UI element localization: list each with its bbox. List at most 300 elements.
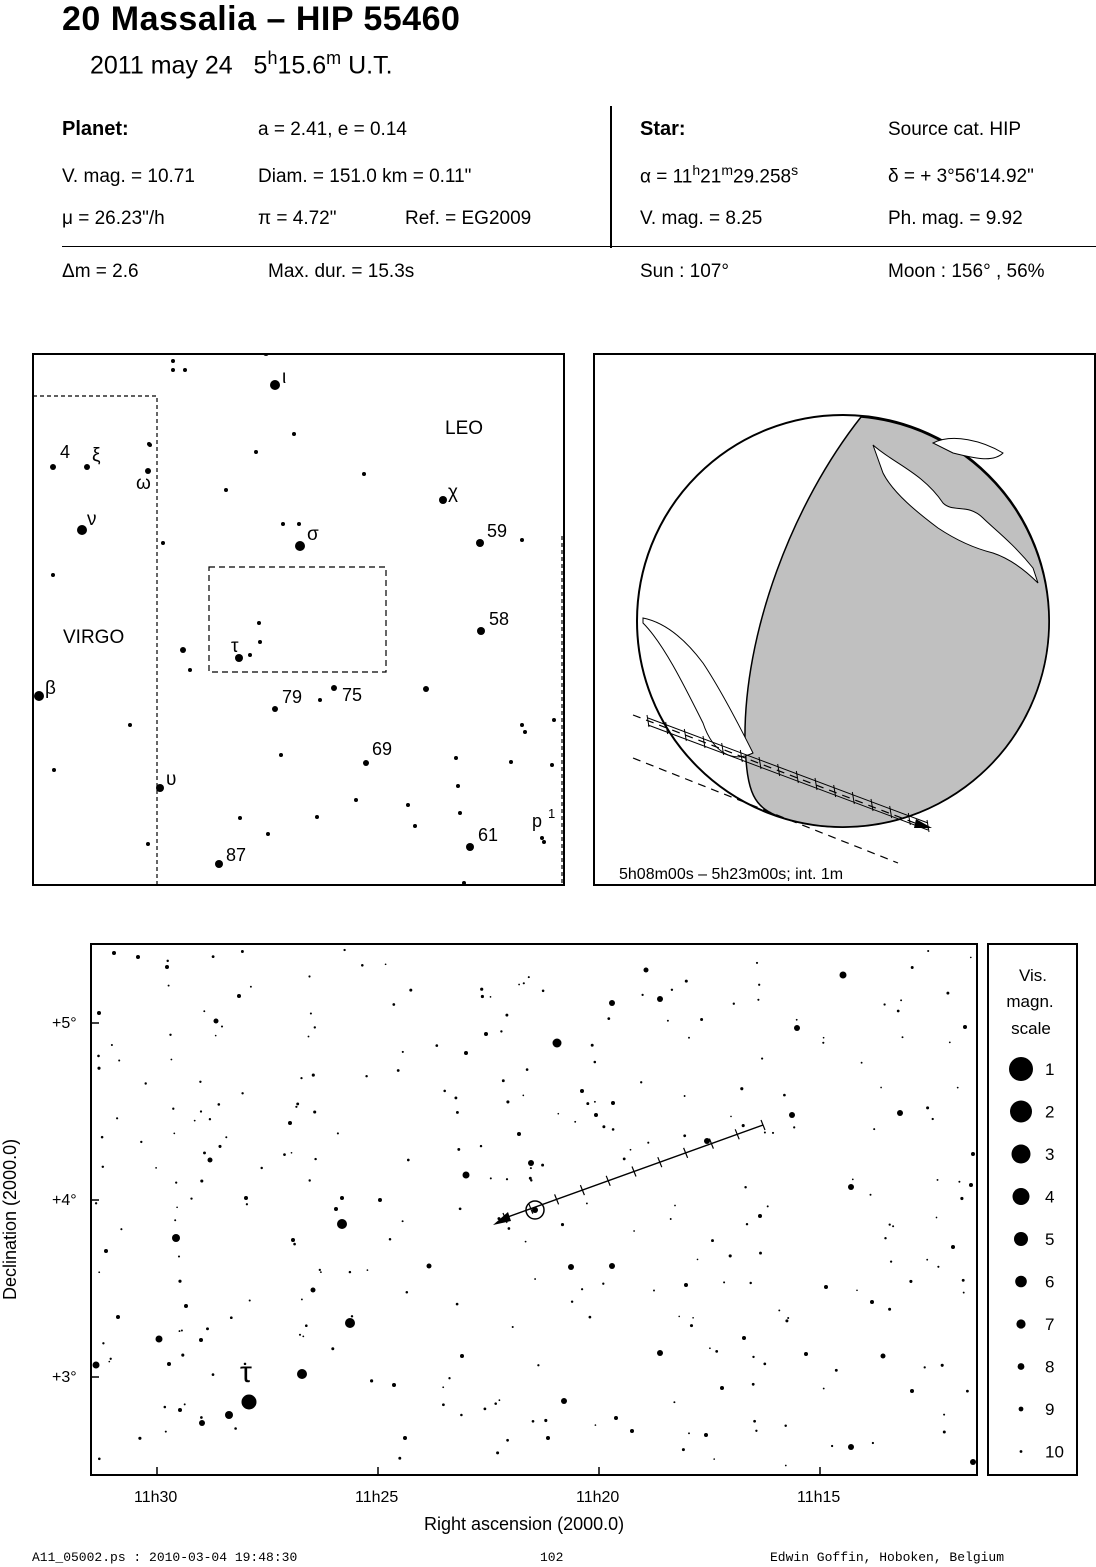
faint-star <box>623 1157 626 1160</box>
field-star <box>460 1354 464 1358</box>
faint-star <box>181 1329 183 1331</box>
footer-page: 102 <box>540 1550 564 1565</box>
field-star <box>528 1160 534 1166</box>
field-star <box>611 1101 615 1105</box>
faint-star <box>490 1177 492 1179</box>
faint-star <box>337 1132 339 1134</box>
finder-star <box>156 784 164 792</box>
faint-star <box>729 1254 732 1257</box>
faint-star <box>442 1386 444 1388</box>
finder-star <box>295 541 305 551</box>
field-star <box>225 1411 233 1419</box>
faint-star <box>873 1128 875 1130</box>
faint-star <box>884 1237 886 1239</box>
ra-hours: α = 11 <box>640 166 693 188</box>
faint-star <box>314 1158 316 1160</box>
faint-star <box>589 1316 592 1319</box>
field-star <box>403 1436 407 1440</box>
faint-star <box>674 1205 676 1207</box>
scale-label-6: 6 <box>1045 1272 1055 1292</box>
finder-star <box>315 815 319 819</box>
finder-star <box>266 832 270 836</box>
faint-star <box>902 1036 904 1038</box>
field-star <box>244 1196 248 1200</box>
field-star <box>392 1383 396 1387</box>
faint-star <box>756 962 758 964</box>
faint-star <box>607 1017 610 1020</box>
ra-h-unit: h <box>692 162 701 178</box>
faint-star <box>110 1358 112 1360</box>
finder-star <box>51 573 55 577</box>
finder-star <box>363 760 369 766</box>
finder-star <box>238 816 242 820</box>
event-datetime <box>90 48 393 80</box>
faint-star <box>102 1166 104 1168</box>
faint-star <box>174 1219 176 1221</box>
faint-star <box>823 1037 825 1039</box>
field-star <box>897 1110 903 1116</box>
field-star <box>657 996 663 1002</box>
ra-seconds: 29.258 <box>732 166 792 188</box>
faint-star <box>206 1327 209 1330</box>
faint-star <box>525 1241 527 1243</box>
faint-star <box>561 1223 564 1226</box>
faint-star <box>823 1388 825 1390</box>
faint-star <box>793 1126 795 1128</box>
faint-star <box>218 1145 221 1148</box>
faint-star <box>532 1420 535 1423</box>
scale-label-5: 5 <box>1045 1230 1055 1249</box>
finder-star <box>552 718 556 722</box>
field-star <box>297 1369 307 1379</box>
faint-star <box>295 1106 297 1108</box>
faint-star <box>499 1399 501 1401</box>
faint-star <box>181 1354 184 1357</box>
scale-label-3: 3 <box>1045 1145 1055 1164</box>
event-hour: 5 <box>253 51 268 80</box>
faint-star <box>856 1289 858 1291</box>
faint-star <box>861 1062 863 1064</box>
faint-star <box>943 1431 946 1434</box>
field-star <box>311 1288 316 1293</box>
omega-label: ω <box>136 473 151 494</box>
faint-star <box>684 1095 686 1097</box>
faint-star <box>221 1025 223 1027</box>
field-star <box>561 1398 567 1404</box>
scale-label-2: 2 <box>1045 1102 1055 1122</box>
faint-star <box>673 1401 675 1403</box>
faint-star <box>502 1079 505 1082</box>
faint-star <box>544 1419 547 1422</box>
faint-star <box>184 1403 186 1405</box>
minute-unit: m <box>326 48 342 68</box>
field-star <box>104 1249 108 1253</box>
finder-star <box>281 522 285 526</box>
faint-star <box>685 980 688 983</box>
target-star <box>532 1207 538 1213</box>
scale-label-1: 1 <box>1045 1060 1055 1079</box>
faint-star <box>179 1330 181 1332</box>
field-star <box>136 955 140 959</box>
ytick-4: +4° <box>52 1192 77 1209</box>
scale-label-7: 7 <box>1045 1315 1055 1334</box>
finder-star <box>540 836 544 840</box>
finder-star <box>161 541 165 545</box>
scale-dot-2 <box>1010 1101 1032 1123</box>
faint-star <box>241 950 244 953</box>
faint-star <box>506 1178 508 1180</box>
faint-star <box>456 1303 459 1306</box>
faint-star <box>481 995 484 998</box>
faint-star <box>367 1269 369 1271</box>
field-star <box>484 1032 488 1036</box>
faint-star <box>460 1414 463 1417</box>
scale-label-9: 9 <box>1045 1400 1055 1419</box>
faint-star <box>164 1406 167 1409</box>
faint-star <box>870 1194 872 1196</box>
faint-star <box>496 1451 499 1454</box>
faint-star <box>95 1202 97 1204</box>
faint-star <box>176 1206 178 1208</box>
finder-star <box>188 668 192 672</box>
finder-star <box>406 803 410 807</box>
faint-star <box>667 1020 669 1022</box>
faint-star <box>671 989 673 991</box>
moon-info: Moon : 156° , 56% <box>888 261 1045 282</box>
61-label: 61 <box>478 825 499 845</box>
faint-star <box>203 1010 205 1012</box>
faint-star <box>757 999 759 1001</box>
faint-star <box>402 1051 404 1053</box>
faint-star <box>586 1102 589 1105</box>
faint-star <box>924 1366 926 1368</box>
faint-star <box>911 966 914 969</box>
axis-ticks <box>91 1023 820 1475</box>
footer-file: A11_05002.ps : 2010-03-04 19:48:30 <box>32 1550 298 1565</box>
faint-star <box>633 1230 635 1232</box>
faint-star <box>225 1136 227 1138</box>
scale-dot-6 <box>1015 1276 1027 1288</box>
field-star <box>378 1198 382 1202</box>
faint-star <box>966 1390 969 1393</box>
time-range-caption: 5h08m00s – 5h23m00s; int. 1m <box>619 866 844 883</box>
scale-title-1: Vis. <box>1018 966 1048 985</box>
faint-star <box>571 1300 573 1302</box>
header-divider <box>610 106 612 248</box>
field-star <box>614 1416 618 1420</box>
field-star <box>116 1315 120 1319</box>
scale-dot-8 <box>1018 1363 1025 1370</box>
virgo-label: VIRGO <box>63 627 125 648</box>
field-star <box>334 1207 338 1211</box>
finder-star <box>318 698 322 702</box>
faint-star <box>528 976 530 978</box>
finder-star <box>331 685 337 691</box>
detail-chart <box>0 940 980 1540</box>
faint-star <box>484 1408 487 1411</box>
scale-dots <box>1009 1057 1064 1462</box>
field-star <box>340 1196 344 1200</box>
faint-star <box>398 1457 401 1460</box>
faint-star <box>249 1299 251 1301</box>
faint-star <box>512 1326 514 1328</box>
planet-vmag: V. mag. = 10.71 <box>62 166 195 187</box>
nu-label: ν <box>87 509 97 530</box>
faint-star <box>761 1058 763 1060</box>
faint-star <box>215 1035 217 1037</box>
faint-star <box>630 1149 632 1151</box>
faint-star <box>116 1117 118 1119</box>
field-star <box>214 1019 219 1024</box>
field-star <box>237 994 241 998</box>
field-star <box>742 1336 746 1340</box>
p1-label: p <box>532 811 543 831</box>
field-star <box>758 1214 762 1218</box>
faint-star <box>653 1290 655 1292</box>
field-star <box>165 965 169 969</box>
faint-star <box>909 1280 912 1283</box>
faint-star <box>778 1309 780 1311</box>
faint-star <box>409 989 412 992</box>
finder-star <box>34 691 44 701</box>
scale-dot-3 <box>1012 1145 1031 1164</box>
field-star <box>594 1113 598 1117</box>
faint-star <box>178 1280 181 1283</box>
faint-star <box>365 1075 367 1077</box>
faint-star <box>170 1059 172 1061</box>
planet-heading: Planet: <box>62 118 129 140</box>
scale-dot-4 <box>1013 1188 1030 1205</box>
field-star <box>971 1152 975 1156</box>
track-time-ticks <box>503 1120 765 1223</box>
tau-label-detail: τ <box>240 1356 252 1389</box>
footer-author: Edwin Goffin, Hoboken, Belgium <box>770 1550 1005 1565</box>
faint-star <box>209 1118 211 1120</box>
field-star <box>517 1132 521 1136</box>
finder-star <box>509 760 513 764</box>
faint-star <box>118 1059 120 1061</box>
75-label: 75 <box>342 685 363 705</box>
finder-star <box>254 450 258 454</box>
faint-star <box>713 1458 715 1460</box>
faint-star <box>880 1087 882 1089</box>
faint-star <box>505 1014 508 1017</box>
faint-star <box>949 1042 951 1044</box>
faint-star <box>361 964 364 967</box>
field-star <box>172 1234 180 1242</box>
faint-star <box>301 1298 303 1300</box>
faint-star <box>690 1324 693 1327</box>
faint-star <box>586 1202 588 1204</box>
faint-star <box>772 1132 774 1134</box>
faint-star <box>313 1110 316 1113</box>
faint-star <box>767 1205 769 1207</box>
field-star <box>657 1350 663 1356</box>
faint-star <box>175 1182 177 1184</box>
star-source: Source cat. HIP <box>888 119 1022 140</box>
faint-star <box>796 1019 798 1021</box>
field-star <box>630 1429 634 1433</box>
faint-star <box>957 1087 959 1089</box>
faint-star <box>456 1111 459 1114</box>
field-star <box>427 1264 432 1269</box>
faint-star <box>203 1151 206 1154</box>
field-star <box>156 1336 163 1343</box>
faint-star <box>435 1044 438 1047</box>
faint-star <box>960 1197 963 1200</box>
faint-star <box>752 1356 754 1358</box>
faint-star <box>101 1136 104 1139</box>
finder-star <box>50 464 56 470</box>
field-star <box>167 1362 171 1366</box>
faint-star <box>822 1042 824 1044</box>
faint-star <box>200 1110 202 1112</box>
star-declination: δ = + 3°56'14.92" <box>888 166 1034 187</box>
planet-motion: μ = 26.23"/h <box>62 208 165 229</box>
faint-star <box>508 1227 511 1230</box>
faint-star <box>537 1364 539 1366</box>
faint-star <box>926 1106 929 1109</box>
ytick-5: +5° <box>52 1015 77 1032</box>
faint-star <box>443 1090 446 1093</box>
faint-star <box>723 1281 725 1283</box>
field-star <box>345 1318 355 1328</box>
faint-star <box>612 1128 615 1131</box>
faint-star <box>480 988 483 991</box>
faint-star <box>753 1420 756 1423</box>
finder-star <box>423 686 429 692</box>
xtick-11h20: 11h20 <box>576 1489 620 1506</box>
faint-star <box>594 1061 597 1064</box>
faint-star <box>145 1082 147 1084</box>
faint-star <box>581 1288 583 1290</box>
page-title: 20 Massalia – HIP 55460 <box>62 0 461 38</box>
faint-star <box>937 1266 939 1268</box>
finder-star <box>52 768 56 772</box>
finder-star <box>354 798 358 802</box>
faint-star <box>490 996 492 998</box>
faint-star <box>946 992 949 995</box>
faint-star <box>755 1430 757 1432</box>
field-star <box>910 1389 914 1393</box>
field-star <box>969 1183 973 1187</box>
faint-star <box>715 1350 718 1353</box>
field-star <box>199 1338 203 1342</box>
faint-star <box>194 1120 196 1122</box>
faint-star <box>683 1134 686 1137</box>
faint-star <box>927 950 929 952</box>
faint-star <box>900 999 902 1001</box>
finder-star <box>146 842 150 846</box>
faint-star <box>640 1081 642 1083</box>
finder-star <box>550 763 554 767</box>
scale-dot-1 <box>1009 1057 1033 1081</box>
faint-star <box>936 1217 938 1219</box>
faint-star <box>557 1113 559 1115</box>
faint-star <box>217 1103 220 1106</box>
faint-star <box>200 1416 203 1419</box>
scale-dot-9 <box>1019 1407 1024 1412</box>
scale-dot-5 <box>1014 1232 1028 1246</box>
faint-star <box>523 982 525 984</box>
faint-star <box>688 1432 690 1434</box>
finder-star <box>147 442 151 446</box>
field-star <box>97 1011 101 1015</box>
faint-star <box>283 1153 286 1156</box>
faint-star <box>293 1243 296 1246</box>
xtick-11h30: 11h30 <box>134 1489 178 1506</box>
faint-star <box>260 1167 262 1169</box>
faint-star <box>310 1012 312 1014</box>
faint-star <box>454 1096 457 1099</box>
faint-star <box>457 1148 460 1151</box>
finder-star <box>462 881 466 885</box>
faint-star <box>541 1164 544 1167</box>
globe-panel <box>593 353 1096 886</box>
faint-star <box>212 955 215 958</box>
field-star <box>840 972 847 979</box>
faint-star <box>370 1379 373 1382</box>
field-star <box>463 1172 470 1179</box>
xtick-11h15: 11h15 <box>797 1489 841 1506</box>
faint-star <box>98 1458 101 1461</box>
field-star <box>93 1362 100 1369</box>
finder-star <box>520 723 524 727</box>
star-right-ascension <box>640 162 798 188</box>
faint-star <box>892 1225 894 1227</box>
star-vmag: V. mag. = 8.25 <box>640 208 763 229</box>
xtick-11h25: 11h25 <box>355 1489 399 1506</box>
faint-star <box>742 1124 745 1127</box>
faint-star <box>250 986 252 988</box>
finder-star <box>84 464 90 470</box>
faint-star <box>392 1003 395 1006</box>
field-star <box>963 1025 967 1029</box>
hour-unit: h <box>267 48 278 68</box>
event-date: 2011 may 24 <box>90 51 233 80</box>
faint-star <box>730 1116 732 1118</box>
faint-star <box>212 1373 215 1376</box>
faint-star <box>138 1437 141 1440</box>
faint-star <box>165 1431 167 1433</box>
finder-star <box>224 488 228 492</box>
finder-star <box>413 824 417 828</box>
faint-star <box>932 1118 934 1120</box>
field-star <box>568 1264 574 1270</box>
faint-star <box>120 1228 122 1230</box>
faint-star <box>682 1448 685 1451</box>
finder-star <box>258 640 262 644</box>
faint-star <box>711 1239 714 1242</box>
faint-star <box>168 985 170 987</box>
87-label: 87 <box>226 845 247 865</box>
scale-dot-10 <box>1020 1450 1023 1453</box>
faint-star <box>305 1324 308 1327</box>
faint-star <box>178 1255 180 1257</box>
planet-diameter: Diam. = 151.0 km = 0.11" <box>258 166 472 187</box>
finder-star <box>183 368 187 372</box>
faint-star <box>764 1131 766 1133</box>
faint-star <box>787 1317 789 1319</box>
faint-star <box>692 1317 694 1319</box>
faint-star <box>291 1152 293 1154</box>
faint-star <box>783 1094 786 1097</box>
faint-star <box>97 1055 100 1058</box>
ytick-3: +3° <box>52 1369 77 1386</box>
faint-star <box>108 1361 110 1363</box>
track-arrow <box>493 1212 511 1225</box>
faint-star <box>749 1282 751 1284</box>
